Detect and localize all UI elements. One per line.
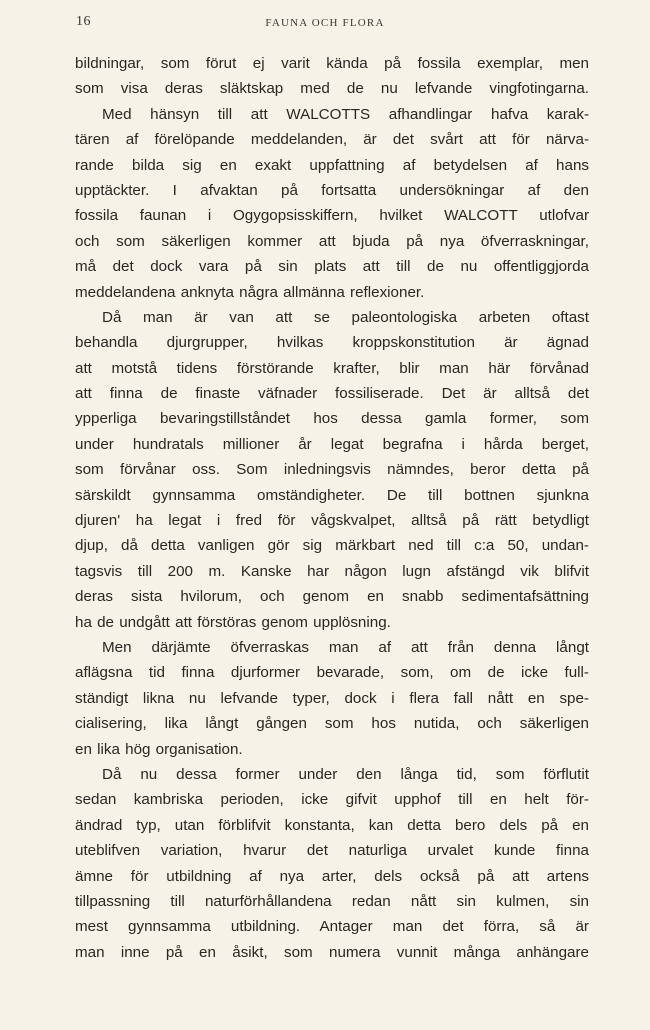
text-line: att finna de finaste väfnader fossiliserade. Det är alltså det [75,385,589,403]
page-number: 16 [76,14,91,29]
text-line: Då man är van att se paleontologiska arbeten oftast [102,308,589,326]
text-line: djuren' ha legat i fred för vågskvalpet, alltså på rätt betydligt [75,512,589,530]
text-line: ha de undgått att förstöras genom upplösning. [75,613,391,631]
text-line: tillpassning till naturförhållandena redan nått sin kulmen, sin [75,892,589,910]
text-line: bildningar, som förut ej varit kända på fossila exemplar, men [75,55,589,72]
text-line: deras sista hvilorum, och genom en snabb sedimentafsättning [75,588,589,606]
text-line: Då nu dessa former under den långa tid, som förflutit [102,765,589,783]
text-line: behandla djurgrupper, hvilkas kroppskonstitution är ägnad [75,334,589,352]
text-line: cialisering, lika långt gången som hos nutida, och säkerligen [75,715,589,733]
text-line: Med hänsyn till att WALCOTTS afhandlingar hafva karak- [102,105,589,123]
text-line: fossila faunan i Ogygopsisskiffern, hvilket WALCOTT utlofvar [75,207,589,225]
text-line: att motstå tidens förstörande krafter, blir man här förvånad [75,359,589,377]
text-line: uteblifven variation, hvarur det naturliga urvalet kunde finna [75,842,589,860]
text-line: mest gynnsamma utbildning. Antager man det förra, så är [75,918,589,936]
text-line: ämne för utbildning af nya arter, dels också på att artens [75,867,589,885]
text-line: tären af förelöpande meddelanden, är det svårt att för närva- [75,131,589,149]
text-line: som förvånar oss. Som inledningsvis nämndes, beror detta på [75,461,589,479]
text-line: rande bilda sig en exakt uppfattning af betydelsen af hans [75,156,589,174]
text-line: ändrad typ, utan förblifvit konstanta, kan detta bero dels på en [75,816,589,834]
running-title: FAUNA OCH FLORA [265,17,385,29]
text-line: särskildt gynnsamma omständigheter. De till bottnen sjunkna [75,486,589,504]
text-line: tagsvis till 200 m. Kanske har någon lugn afstängd vik blifvit [75,562,589,580]
text-line: djup, då detta vanligen gör sig märkbart ned till c:a 50, undan- [75,537,589,555]
text-line: Men därjämte öfverraskas man af att från denna långt [102,638,589,656]
text-line: som visa deras släktskap med de nu lefvande vingfotingarna. [75,80,589,98]
text-line: och som säkerligen kommer att bjuda på nya öfverraskningar, [75,232,589,250]
text-line: aflägsna tid finna djurformer bevarade, som, om de icke full- [75,664,589,682]
text-line: sedan kambriska perioden, icke gifvit upphof till en helt för- [75,791,589,809]
text-line: meddelandena anknyta några allmänna reflexioner. [75,283,425,301]
text-line: ständigt likna nu lefvande typer, dock i flera fall nått en spe- [75,689,589,707]
text-line: en lika hög organisation. [75,740,243,758]
text-line: man inne på en åsikt, som numera vunnit många anhängare [75,943,589,961]
body-text [75,51,589,965]
text-line: må det dock vara på sin plats att till de nu offentliggjorda [75,258,589,276]
text-line: upptäckter. I afvaktan på fortsatta undersökningar af den [75,181,589,199]
text-line: under hundratals millioner år legat begrafna i hårda berget, [75,435,589,453]
text-line: ypperliga bevaringstillståndet hos dessa gamla former, som [75,410,589,428]
